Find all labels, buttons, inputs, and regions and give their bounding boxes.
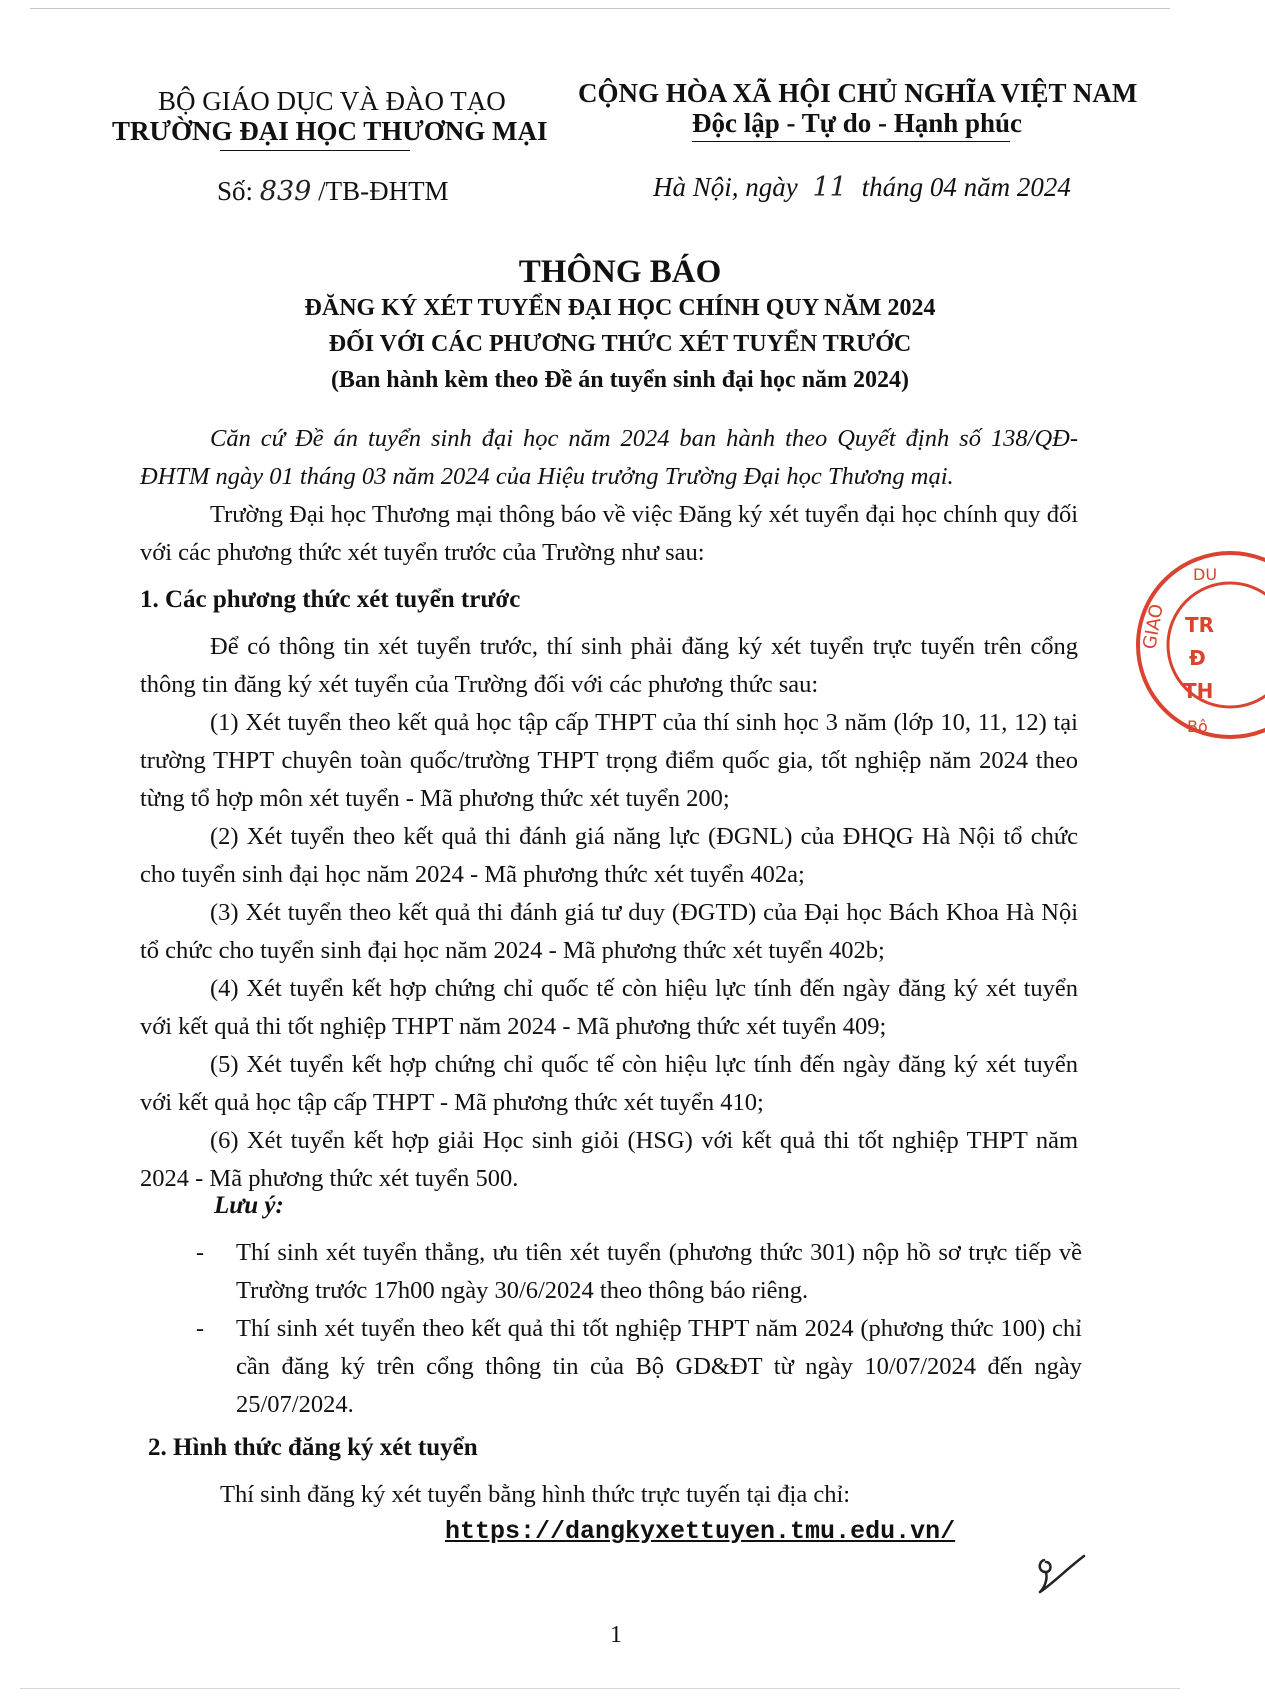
scan-edge-bottom (20, 1688, 1180, 1689)
note-item-2: Thí sinh xét tuyển theo kết quả thi tốt nghiệp THPT năm 2024 (phương thức 100) chỉ cần đăng ký trên cổng thông tin của Bộ GD&ĐT từ ngày 10/07/2024 đến ngày 25/07/2024. (236, 1315, 1082, 1418)
method-item-1: (1) Xét tuyển theo kết quả học tập cấp THPT của thí sinh học 3 năm (lớp 10, 11, 12) tại trường THPT chuyên toàn quốc/trường THPT trọng điểm quốc gia, tốt nghiệp năm 2024 theo từng tổ hợp môn xét tuyển - Mã phương thức xét tuyển 200; (140, 709, 1078, 812)
initials-signature-icon (1030, 1550, 1090, 1600)
doc-number-handwritten: 839 (259, 176, 312, 207)
note-item-1: Thí sinh xét tuyển thẳng, ưu tiên xét tuyển (phương thức 301) nộp hồ sơ trực tiếp về Trường trước 17h00 ngày 30/6/2024 theo thông báo riêng. (236, 1239, 1082, 1304)
page-number: 1 (610, 1622, 622, 1648)
republic-name: CỘNG HÒA XÃ HỘI CHỦ NGHĨA VIỆT NAM (578, 78, 1138, 108)
section-2-lead: Thí sinh đăng ký xét tuyển bằng hình thức trực tuyến tại địa chỉ: (220, 1481, 851, 1508)
registration-link[interactable]: https://dangkyxettuyen.tmu.edu.vn/ (445, 1517, 956, 1546)
scan-edge-top (30, 8, 1170, 9)
motto-underline (692, 141, 1010, 142)
svg-text:DU: DU (1193, 565, 1218, 584)
date-prefix: Hà Nội, ngày (653, 172, 798, 202)
method-item-6: (6) Xét tuyển kết hợp giải Học sinh giỏi (HSG) với kết quả thi tốt nghiệp THPT năm 2024 - Mã phương thức xét tuyển 500. (140, 1127, 1078, 1192)
document-number (217, 176, 449, 207)
svg-text:Đ: Đ (1189, 646, 1206, 670)
date-suffix: tháng 04 năm 2024 (861, 172, 1071, 202)
school-underline (220, 150, 410, 151)
document-date (653, 172, 1071, 203)
school-name: TRƯỜNG ĐẠI HỌC THƯƠNG MẠI (112, 116, 548, 146)
doc-number-prefix: Số: (217, 176, 254, 206)
ministry-name: BỘ GIÁO DỤC VÀ ĐÀO TẠO (158, 86, 506, 116)
svg-text:GIAO: GIAO (1139, 602, 1168, 651)
national-motto: Độc lập - Tự do - Hạnh phúc (692, 108, 1023, 138)
date-day-handwritten: 11 (812, 172, 847, 203)
method-item-3: (3) Xét tuyển theo kết quả thi đánh giá tư duy (ĐGTD) của Đại học Bách Khoa Hà Nội tổ chức cho tuyển sinh đại học năm 2024 - Mã phương thức xét tuyển 402b; (140, 899, 1078, 964)
doc-number-suffix: /TB-ĐHTM (318, 176, 449, 206)
legal-basis-paragraph: Căn cứ Đề án tuyển sinh đại học năm 2024 ban hành theo Quyết định số 138/QĐ-ĐHTM ngày 01 tháng 03 năm 2024 của Hiệu trưởng Trường Đại học Thương mại. (140, 425, 1078, 490)
official-seal-icon (1125, 540, 1265, 750)
title-line-3: (Ban hành kèm theo Đề án tuyển sinh đại học năm 2024) (330, 367, 910, 393)
method-item-5: (5) Xét tuyển kết hợp chứng chỉ quốc tế còn hiệu lực tính đến ngày đăng ký xét tuyển với kết quả học tập cấp THPT - Mã phương thức xét tuyển 410; (140, 1051, 1078, 1116)
document-title: THÔNG BÁO (518, 254, 722, 290)
section-1-heading: 1. Các phương thức xét tuyển trước (140, 586, 521, 613)
method-item-4: (4) Xét tuyển kết hợp chứng chỉ quốc tế còn hiệu lực tính đến ngày đăng ký xét tuyển với kết quả thi tốt nghiệp THPT năm 2024 - Mã phương thức xét tuyển 409; (140, 975, 1078, 1040)
title-line-2: ĐỐI VỚI CÁC PHƯƠNG THỨC XÉT TUYỂN TRƯỚC (328, 331, 912, 357)
note-bullet-1: - (196, 1240, 204, 1266)
section-1-lead: Để có thông tin xét tuyển trước, thí sinh phải đăng ký xét tuyển trực tuyến trên cổng thông tin đăng ký xét tuyển của Trường đối với các phương thức sau: (140, 633, 1078, 698)
note-bullet-2: - (196, 1316, 204, 1342)
svg-text:TH: TH (1183, 679, 1214, 703)
note-label: Lưu ý: (214, 1192, 284, 1219)
section-2-heading: 2. Hình thức đăng ký xét tuyển (148, 1434, 478, 1461)
title-line-1: ĐĂNG KÝ XÉT TUYỂN ĐẠI HỌC CHÍNH QUY NĂM 2024 (304, 295, 936, 321)
svg-text:TR: TR (1185, 613, 1215, 637)
announcement-paragraph: Trường Đại học Thương mại thông báo về việc Đăng ký xét tuyển đại học chính quy đối với các phương thức xét tuyển trước của Trường như sau: (140, 501, 1078, 566)
method-item-2: (2) Xét tuyển theo kết quả thi đánh giá năng lực (ĐGNL) của ĐHQG Hà Nội tổ chức cho tuyển sinh đại học năm 2024 - Mã phương thức xét tuyển 402a; (140, 823, 1078, 888)
svg-text:Bộ: Bộ (1187, 717, 1208, 736)
